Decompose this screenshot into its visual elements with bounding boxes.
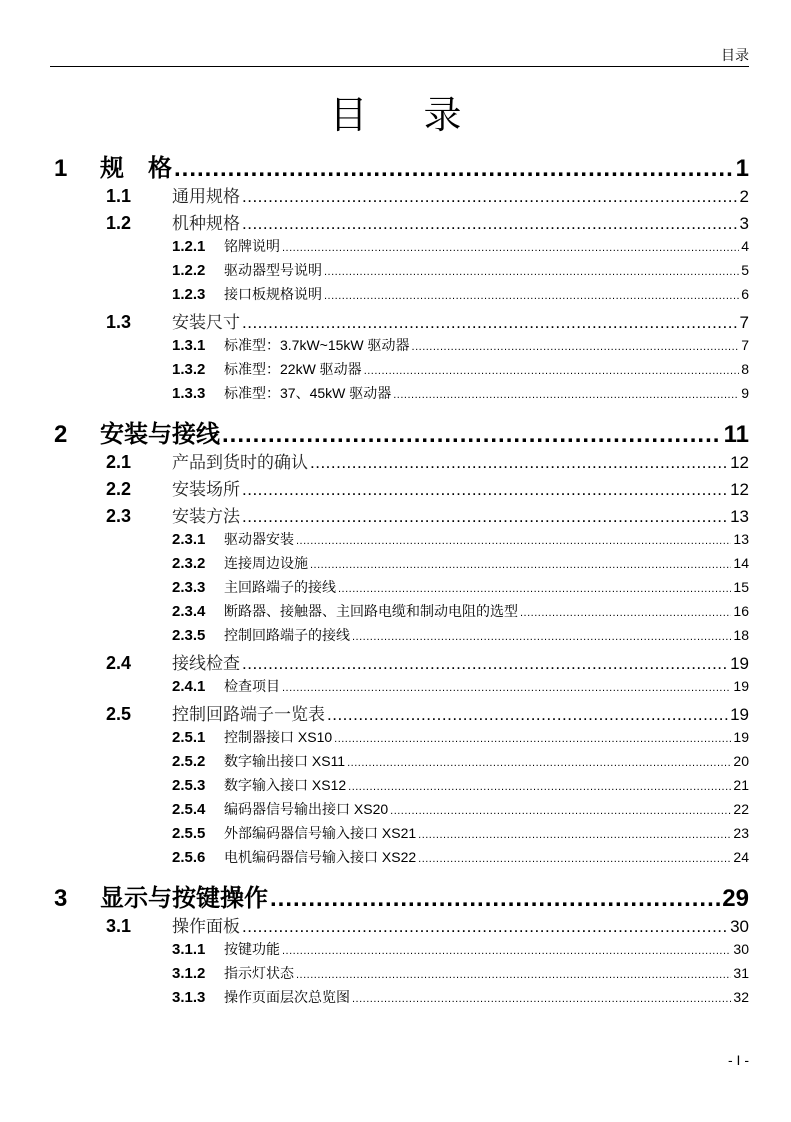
toc-entry-level3[interactable]	[54, 335, 749, 359]
toc-number: 2.5	[106, 704, 132, 724]
dot-leader	[352, 993, 731, 1005]
toc-title: 控制回路端子一览表	[172, 705, 325, 724]
dot-leader	[242, 654, 728, 674]
toc-page-number: 4	[741, 238, 749, 254]
toc-page-number: 30	[733, 941, 749, 957]
toc-number: 3.1.3	[172, 989, 206, 1006]
toc-page-number: 13	[730, 507, 749, 526]
toc-page-number: 2	[739, 187, 749, 206]
toc-entry-level1[interactable]	[54, 414, 749, 448]
dot-leader	[412, 341, 740, 353]
toc-number: 3.1.1	[172, 941, 206, 958]
dot-leader	[364, 365, 740, 377]
toc-title: 规 格	[100, 155, 172, 182]
toc-title: 控制回路端子的接线	[224, 627, 350, 643]
toc-page-number: 19	[730, 654, 749, 673]
toc-number: 2.5.1	[172, 729, 206, 746]
toc-page-number: 12	[730, 453, 749, 472]
toc-number: 2.5.5	[172, 825, 206, 842]
toc-page-number: 20	[733, 753, 749, 769]
toc-number: 1.2.1	[172, 238, 206, 255]
toc-entry-level3[interactable]	[54, 963, 749, 987]
dot-leader	[282, 945, 731, 957]
toc-number: 2.4	[106, 653, 132, 673]
toc-title: 数字输出接口 XS11	[224, 753, 346, 769]
dot-leader	[334, 733, 731, 745]
toc-page-number: 7	[739, 313, 749, 332]
toc-entry-level3[interactable]	[54, 359, 749, 383]
dot-leader	[347, 757, 731, 769]
dot-leader	[390, 805, 731, 817]
toc-title: 接口板规格说明	[224, 286, 322, 302]
toc-number: 1.3.1	[172, 337, 206, 354]
toc-entry-level3[interactable]	[54, 236, 749, 260]
dot-leader	[418, 853, 731, 865]
dot-leader	[242, 917, 728, 937]
toc-title: 按键功能	[224, 941, 280, 957]
toc-title: 驱动器型号说明	[224, 262, 322, 278]
toc-page-number: 9	[741, 385, 749, 401]
toc-title: 安装尺寸	[172, 313, 240, 332]
dot-leader	[242, 507, 728, 527]
dot-leader	[338, 583, 731, 595]
toc-number: 2.5.3	[172, 777, 206, 794]
toc-entry-level2[interactable]	[54, 912, 749, 939]
toc-entry-level2[interactable]	[54, 308, 749, 335]
toc-number: 1.2.3	[172, 286, 206, 303]
toc-page-number: 32	[733, 989, 749, 1005]
dot-leader	[242, 313, 738, 333]
toc-title: 显示与按键操作	[100, 885, 268, 912]
toc-page-number: 11	[723, 421, 749, 448]
toc-title: 操作面板	[172, 917, 240, 936]
toc-number: 2.3.2	[172, 555, 206, 572]
toc-number: 1	[54, 155, 68, 182]
toc-title: 指示灯状态	[224, 965, 294, 981]
toc-number: 2.1	[106, 452, 132, 472]
toc-title: 机种规格	[172, 214, 240, 233]
toc-number: 3.1.2	[172, 965, 206, 982]
toc-number: 1.1	[106, 186, 132, 206]
toc-entry-level2[interactable]	[54, 700, 749, 727]
toc-entry-level2[interactable]	[54, 182, 749, 209]
toc-page-number: 7	[741, 337, 749, 353]
dot-leader	[296, 969, 731, 981]
dot-leader	[174, 155, 734, 183]
toc-page-number: 16	[733, 603, 749, 619]
toc-entry-level3[interactable]	[54, 284, 749, 308]
toc-title: 控制器接口 XS10	[224, 729, 333, 745]
toc-number: 3.1	[106, 916, 132, 936]
toc-page-number: 22	[733, 801, 749, 817]
toc-number: 2.5.2	[172, 753, 206, 770]
toc-entry-level2[interactable]	[54, 448, 749, 475]
toc-title: 标准型：3.7kW~15kW 驱动器	[224, 337, 410, 353]
toc-entry-level3[interactable]	[54, 553, 749, 577]
toc-title: 安装方法	[172, 507, 240, 526]
toc-entry-level1[interactable]	[54, 878, 749, 912]
toc-page-number: 19	[730, 705, 749, 724]
toc-title: 连接周边设施	[224, 555, 308, 571]
toc-title: 电机编码器信号输入接口 XS22	[224, 849, 417, 865]
dot-leader	[352, 631, 731, 643]
toc-number: 1.2	[106, 213, 132, 233]
toc-page-number: 18	[733, 627, 749, 643]
toc-entry-level3[interactable]	[54, 260, 749, 284]
dot-leader	[296, 535, 731, 547]
toc-number: 2.3.3	[172, 579, 206, 596]
toc-entry-level2[interactable]	[54, 502, 749, 529]
toc-page-number: 29	[722, 885, 749, 912]
toc-number: 3	[54, 885, 68, 912]
toc-entry-level3[interactable]	[54, 799, 749, 823]
dot-leader	[242, 214, 738, 234]
dot-leader	[222, 421, 722, 449]
toc-entry-level2[interactable]	[54, 475, 749, 502]
toc-number: 2.5.6	[172, 849, 206, 866]
toc-number: 2.2	[106, 479, 132, 499]
dot-leader	[282, 242, 739, 254]
toc-title: 通用规格	[172, 187, 240, 206]
toc-number: 2.3.1	[172, 531, 206, 548]
toc-page-number: 13	[733, 531, 749, 547]
dot-leader	[242, 480, 728, 500]
toc-title: 标准型：37、45kW 驱动器	[224, 385, 392, 401]
toc-page-number: 24	[733, 849, 749, 865]
toc-number: 2.3	[106, 506, 132, 526]
dot-leader	[348, 781, 731, 793]
toc-page-number: 19	[733, 729, 749, 745]
toc-title: 断路器、接触器、主回路电缆和制动电阻的选型	[224, 603, 518, 619]
dot-leader	[310, 559, 731, 571]
toc-page-number: 5	[741, 262, 749, 278]
toc-entry-level3[interactable]	[54, 987, 749, 1011]
toc-title: 驱动器安装	[224, 531, 294, 547]
toc-number: 2.3.5	[172, 627, 206, 644]
toc-entry-level3[interactable]	[54, 529, 749, 553]
toc-page-number: 8	[741, 361, 749, 377]
toc-page-number: 12	[730, 480, 749, 499]
toc-title: 外部编码器信号输入接口 XS21	[224, 825, 417, 841]
toc-title: 编码器信号输出接口 XS20	[224, 801, 389, 817]
dot-leader	[310, 453, 728, 473]
toc-entry-level3[interactable]	[54, 751, 749, 775]
toc-number: 2.4.1	[172, 678, 206, 695]
toc-entry-level3[interactable]	[54, 727, 749, 751]
toc-number: 1.3	[106, 312, 132, 332]
toc-title: 标准型：22kW 驱动器	[224, 361, 362, 377]
toc-entry-level3[interactable]	[54, 601, 749, 625]
dot-leader	[242, 187, 738, 207]
dot-leader	[520, 607, 731, 619]
toc-number: 1.2.2	[172, 262, 206, 279]
toc-title: 安装场所	[172, 480, 240, 499]
dot-leader	[282, 682, 731, 694]
dot-leader	[327, 705, 728, 725]
dot-leader	[324, 290, 739, 302]
toc-entry-level3[interactable]	[54, 577, 749, 601]
toc-page-number: 19	[733, 678, 749, 694]
page-title: 目录	[329, 95, 518, 137]
toc-title: 数字输入接口 XS12	[224, 777, 347, 793]
toc-entry-level3[interactable]	[54, 383, 749, 407]
toc-number: 2.3.4	[172, 603, 206, 620]
toc-page-number: 3	[739, 214, 749, 233]
toc-page-number: 23	[733, 825, 749, 841]
page-number: - I -	[728, 1052, 749, 1068]
toc-entry-level3[interactable]	[54, 676, 749, 700]
toc-title: 产品到货时的确认	[172, 453, 308, 472]
toc-title: 主回路端子的接线	[224, 579, 336, 595]
table-of-contents	[54, 148, 749, 1011]
toc-page-number: 30	[730, 917, 749, 936]
dot-leader	[324, 266, 739, 278]
toc-page-number: 21	[733, 777, 749, 793]
toc-entry-level2[interactable]	[54, 209, 749, 236]
toc-number: 2.5.4	[172, 801, 206, 818]
toc-number: 1.3.2	[172, 361, 206, 378]
toc-entry-level3[interactable]	[54, 823, 749, 847]
toc-number: 1.3.3	[172, 385, 206, 402]
toc-number: 2	[54, 421, 68, 448]
toc-page-number: 14	[733, 555, 749, 571]
toc-page-number: 31	[733, 965, 749, 981]
toc-title: 铭牌说明	[224, 238, 280, 254]
dot-leader	[418, 829, 731, 841]
toc-title: 安装与接线	[100, 421, 220, 448]
dot-leader	[393, 389, 739, 401]
toc-title: 检查项目	[224, 678, 280, 694]
toc-page-number: 1	[735, 155, 749, 182]
toc-entry-level3[interactable]	[54, 775, 749, 799]
header-rule	[50, 66, 749, 67]
running-header: 目录	[721, 47, 749, 63]
toc-title: 操作页面层次总览图	[224, 989, 350, 1005]
toc-page-number: 6	[741, 286, 749, 302]
toc-title: 接线检查	[172, 654, 240, 673]
dot-leader	[270, 885, 720, 913]
toc-entry-level2[interactable]	[54, 649, 749, 676]
toc-entry-level3[interactable]	[54, 625, 749, 649]
toc-entry-level3[interactable]	[54, 847, 749, 871]
toc-page-number: 15	[733, 579, 749, 595]
toc-entry-level3[interactable]	[54, 939, 749, 963]
toc-entry-level1[interactable]	[54, 148, 749, 182]
